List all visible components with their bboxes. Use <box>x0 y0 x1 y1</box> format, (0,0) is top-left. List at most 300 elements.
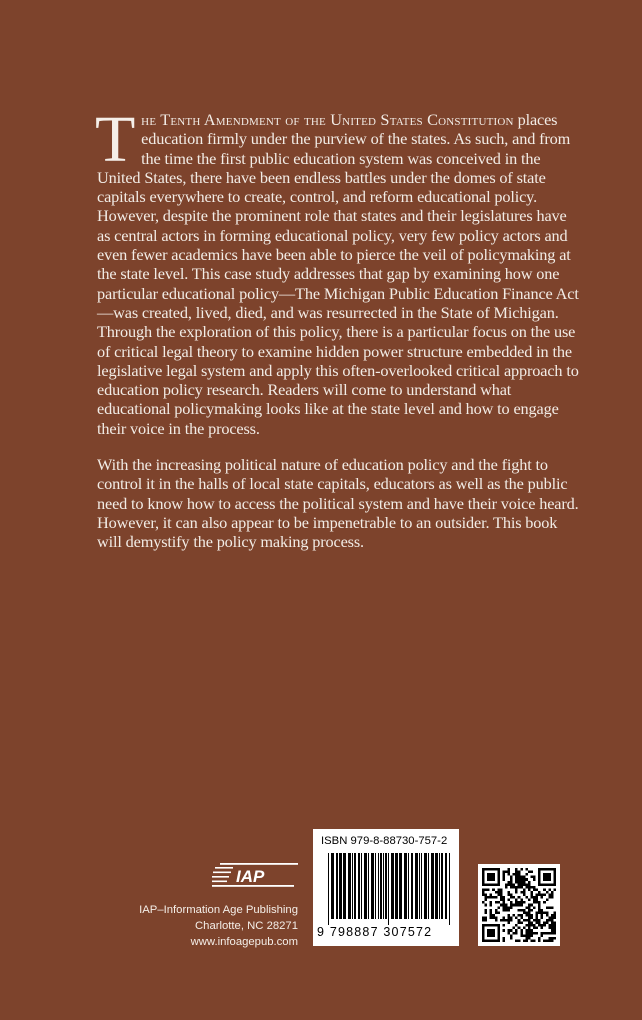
qr-module <box>536 894 539 897</box>
barcode-icon <box>328 853 450 925</box>
barcode-bar <box>449 853 450 925</box>
qr-module <box>482 873 485 876</box>
qr-module <box>548 906 551 909</box>
qr-module <box>525 919 528 922</box>
qr-module <box>515 904 518 907</box>
barcode-bar <box>404 853 407 919</box>
qr-module <box>530 934 533 937</box>
qr-module <box>538 937 541 940</box>
qr-module <box>497 934 500 937</box>
qr-module <box>485 868 488 871</box>
qr-code-icon <box>482 868 556 942</box>
qr-module <box>490 901 493 904</box>
qr-module <box>525 934 528 937</box>
qr-module <box>538 881 541 884</box>
qr-module <box>528 911 531 914</box>
qr-module <box>523 883 526 886</box>
qr-module <box>525 939 528 942</box>
qr-module <box>551 883 554 886</box>
qr-module <box>551 927 554 930</box>
barcode-digits: 9 798887 307572 <box>317 925 433 939</box>
qr-module <box>548 896 551 899</box>
qr-module <box>502 929 505 932</box>
qr-module <box>492 929 495 932</box>
qr-module <box>553 924 556 927</box>
qr-module <box>510 881 513 884</box>
qr-module <box>502 871 505 874</box>
qr-module <box>508 894 511 897</box>
qr-module <box>525 924 528 927</box>
qr-module <box>530 894 533 897</box>
barcode-bar <box>395 853 398 919</box>
qr-module <box>482 934 485 937</box>
qr-module <box>538 876 541 879</box>
qr-module <box>538 922 541 925</box>
qr-module <box>523 891 526 894</box>
qr-module <box>502 937 505 940</box>
qr-module <box>543 894 546 897</box>
qr-module <box>518 883 521 886</box>
qr-module <box>538 883 541 886</box>
qr-module <box>502 909 505 912</box>
qr-module <box>541 911 544 914</box>
barcode-bar <box>415 853 418 919</box>
qr-module <box>482 868 485 871</box>
qr-module <box>500 904 503 907</box>
qr-module <box>500 919 503 922</box>
qr-module <box>528 881 531 884</box>
qr-module <box>525 873 528 876</box>
qr-module <box>523 934 526 937</box>
qr-module <box>508 868 511 871</box>
qr-module <box>525 868 528 871</box>
qr-module <box>487 929 490 932</box>
qr-module <box>482 927 485 930</box>
qr-module <box>492 924 495 927</box>
qr-module <box>546 939 549 942</box>
qr-module <box>551 894 554 897</box>
qr-module <box>492 939 495 942</box>
qr-module <box>515 881 518 884</box>
qr-module <box>510 876 513 879</box>
qr-module <box>492 873 495 876</box>
qr-module <box>508 909 511 912</box>
qr-module <box>515 876 518 879</box>
qr-module <box>495 896 498 899</box>
qr-module <box>538 939 541 942</box>
qr-module <box>546 914 549 917</box>
qr-module <box>518 939 521 942</box>
qr-module <box>553 868 556 871</box>
qr-module <box>553 922 556 925</box>
qr-module <box>528 929 531 932</box>
qr-module <box>502 896 505 899</box>
barcode-bar <box>354 853 356 919</box>
qr-module <box>500 888 503 891</box>
qr-module <box>546 906 549 909</box>
qr-module <box>482 916 485 919</box>
qr-module <box>551 891 554 894</box>
qr-module <box>510 886 513 889</box>
qr-module <box>553 871 556 874</box>
qr-module <box>497 876 500 879</box>
qr-module <box>536 896 539 899</box>
publisher-address: Charlotte, NC 28271 <box>195 920 298 932</box>
qr-module <box>482 932 485 935</box>
qr-module <box>487 883 490 886</box>
qr-module <box>510 937 513 940</box>
qr-module <box>543 883 546 886</box>
qr-module <box>490 911 493 914</box>
qr-module <box>525 937 528 940</box>
qr-module <box>508 929 511 932</box>
barcode-bar <box>431 853 434 919</box>
qr-module <box>525 914 528 917</box>
qr-module <box>520 934 523 937</box>
qr-module <box>482 881 485 884</box>
qr-module <box>530 922 533 925</box>
qr-module <box>541 894 544 897</box>
qr-module <box>508 871 511 874</box>
qr-module <box>492 932 495 935</box>
qr-module <box>538 868 541 871</box>
qr-module <box>508 932 511 935</box>
qr-module <box>500 896 503 899</box>
qr-module <box>523 901 526 904</box>
qr-module <box>530 896 533 899</box>
barcode-bar <box>428 853 429 919</box>
qr-module <box>508 906 511 909</box>
qr-module <box>502 876 505 879</box>
qr-module <box>518 922 521 925</box>
qr-module <box>538 891 541 894</box>
qr-module <box>525 911 528 914</box>
qr-module <box>515 891 518 894</box>
qr-module <box>490 932 493 935</box>
qr-module <box>497 871 500 874</box>
qr-module <box>528 888 531 891</box>
qr-module <box>502 916 505 919</box>
qr-module <box>492 888 495 891</box>
qr-module <box>530 916 533 919</box>
qr-module <box>520 929 523 932</box>
qr-module <box>536 932 539 935</box>
qr-module <box>546 873 549 876</box>
qr-module <box>518 904 521 907</box>
qr-module <box>513 896 516 899</box>
qr-module <box>497 883 500 886</box>
qr-module <box>518 909 521 912</box>
qr-module <box>505 871 508 874</box>
qr-module <box>497 868 500 871</box>
barcode-bar <box>380 853 382 919</box>
qr-module <box>533 906 536 909</box>
qr-module <box>536 899 539 902</box>
qr-module <box>492 878 495 881</box>
qr-module <box>551 937 554 940</box>
qr-module <box>482 878 485 881</box>
qr-module <box>520 868 523 871</box>
qr-module <box>538 919 541 922</box>
qr-module <box>502 901 505 904</box>
barcode-bar <box>343 853 346 919</box>
qr-module <box>515 873 518 876</box>
qr-module <box>530 904 533 907</box>
barcode-bar <box>435 853 438 919</box>
publisher-info <box>120 902 298 950</box>
barcode-bar <box>371 853 374 919</box>
qr-module <box>520 922 523 925</box>
qr-module <box>497 932 500 935</box>
qr-module <box>490 934 493 937</box>
qr-module <box>536 901 539 904</box>
qr-module <box>518 871 521 874</box>
qr-module <box>515 886 518 889</box>
barcode-bar <box>441 853 443 919</box>
qr-module <box>530 929 533 932</box>
qr-module <box>490 909 493 912</box>
qr-module <box>502 924 505 927</box>
qr-module <box>553 927 556 930</box>
qr-module <box>505 904 508 907</box>
barcode-bar <box>439 853 440 919</box>
qr-module <box>482 888 485 891</box>
qr-module <box>543 901 546 904</box>
qr-module <box>553 929 556 932</box>
qr-module <box>515 929 518 932</box>
qr-module <box>551 939 554 942</box>
qr-module <box>553 914 556 917</box>
qr-module <box>543 932 546 935</box>
qr-module <box>553 878 556 881</box>
qr-module <box>541 914 544 917</box>
qr-module <box>520 886 523 889</box>
qr-module <box>530 886 533 889</box>
qr-module <box>536 922 539 925</box>
qr-module <box>510 878 513 881</box>
qr-module <box>513 904 516 907</box>
isbn-label: ISBN 979-8-88730-757-2 <box>321 835 448 847</box>
qr-module <box>533 896 536 899</box>
qr-module <box>525 906 528 909</box>
qr-module <box>482 939 485 942</box>
qr-module <box>543 924 546 927</box>
barcode-bar <box>391 853 394 919</box>
qr-module <box>497 881 500 884</box>
qr-module <box>546 911 549 914</box>
qr-module <box>536 927 539 930</box>
qr-module <box>553 888 556 891</box>
qr-module <box>508 919 511 922</box>
qr-module <box>551 868 554 871</box>
qr-module <box>538 894 541 897</box>
qr-module <box>518 886 521 889</box>
qr-module <box>541 883 544 886</box>
qr-module <box>482 894 485 897</box>
qr-module <box>533 888 536 891</box>
qr-module <box>546 883 549 886</box>
qr-module <box>495 911 498 914</box>
qr-module <box>546 876 549 879</box>
qr-module <box>520 914 523 917</box>
qr-module <box>548 894 551 897</box>
qr-module <box>528 932 531 935</box>
qr-module <box>523 888 526 891</box>
qr-module <box>533 876 536 879</box>
qr-module <box>518 901 521 904</box>
qr-module <box>538 873 541 876</box>
qr-module <box>553 883 556 886</box>
qr-module <box>482 883 485 886</box>
qr-module <box>520 932 523 935</box>
qr-module <box>492 914 495 917</box>
qr-module <box>508 883 511 886</box>
qr-module <box>528 934 531 937</box>
qr-module <box>548 927 551 930</box>
qr-module <box>530 871 533 874</box>
qr-module <box>490 878 493 881</box>
qr-module <box>482 901 485 904</box>
qr-module <box>487 868 490 871</box>
qr-module <box>495 868 498 871</box>
qr-module <box>551 906 554 909</box>
qr-module <box>490 914 493 917</box>
barcode-bar <box>361 853 362 919</box>
qr-module <box>487 934 490 937</box>
qr-module <box>515 939 518 942</box>
qr-module <box>492 896 495 899</box>
drop-cap: T <box>95 103 136 176</box>
qr-module <box>482 919 485 922</box>
qr-module <box>487 888 490 891</box>
qr-module <box>497 929 500 932</box>
qr-module <box>513 886 516 889</box>
qr-module <box>525 878 528 881</box>
qr-module <box>495 939 498 942</box>
qr-module <box>515 901 518 904</box>
qr-module <box>515 888 518 891</box>
qr-module <box>543 911 546 914</box>
qr-module <box>518 873 521 876</box>
qr-module <box>518 927 521 930</box>
qr-module <box>520 916 523 919</box>
qr-module <box>490 924 493 927</box>
qr-module <box>530 932 533 935</box>
qr-module <box>551 924 554 927</box>
barcode-bar <box>339 853 342 919</box>
qr-module <box>546 868 549 871</box>
qr-module <box>482 876 485 879</box>
qr-module <box>487 932 490 935</box>
barcode-bar <box>419 853 420 919</box>
qr-module <box>520 891 523 894</box>
barcode-bar <box>408 853 409 919</box>
qr-module <box>548 888 551 891</box>
qr-module <box>538 906 541 909</box>
qr-code-box <box>478 864 560 946</box>
qr-module <box>523 911 526 914</box>
qr-module <box>525 929 528 932</box>
qr-module <box>497 878 500 881</box>
qr-module <box>485 894 488 897</box>
qr-module <box>551 919 554 922</box>
qr-module <box>508 881 511 884</box>
qr-module <box>490 894 493 897</box>
qr-module <box>541 934 544 937</box>
qr-module <box>546 919 549 922</box>
qr-module <box>502 919 505 922</box>
qr-module <box>538 909 541 912</box>
qr-module <box>510 919 513 922</box>
qr-module <box>490 896 493 899</box>
qr-module <box>515 871 518 874</box>
qr-module <box>528 927 531 930</box>
qr-module <box>551 932 554 935</box>
qr-module <box>492 876 495 879</box>
qr-module <box>492 883 495 886</box>
qr-module <box>546 932 549 935</box>
qr-module <box>502 899 505 902</box>
qr-module <box>551 896 554 899</box>
qr-module <box>482 924 485 927</box>
qr-module <box>500 899 503 902</box>
qr-module <box>528 922 531 925</box>
qr-module <box>536 911 539 914</box>
description-paragraph-1 <box>95 103 581 438</box>
qr-module <box>508 922 511 925</box>
qr-module <box>513 914 516 917</box>
qr-module <box>492 934 495 937</box>
qr-module <box>482 871 485 874</box>
qr-module <box>553 873 556 876</box>
qr-module <box>530 924 533 927</box>
qr-module <box>553 932 556 935</box>
qr-module <box>485 899 488 902</box>
qr-module <box>513 932 516 935</box>
qr-module <box>536 888 539 891</box>
qr-module <box>510 934 513 937</box>
qr-module <box>518 881 521 884</box>
qr-module <box>520 883 523 886</box>
qr-module <box>485 939 488 942</box>
qr-module <box>485 909 488 912</box>
qr-module <box>518 896 521 899</box>
qr-module <box>510 916 513 919</box>
qr-module <box>495 901 498 904</box>
description-paragraph-2: With the increasing political nature of education policy and the fight to control it in the halls of local state capitals, educators as well as the public need to know how to access the political system and have their voice heard. However, it can also appear to be impenetrable to an outsider. This book will demystify the policy making process. <box>97 455 579 552</box>
qr-module <box>485 919 488 922</box>
qr-module <box>490 873 493 876</box>
qr-module <box>546 922 549 925</box>
qr-module <box>518 914 521 917</box>
qr-module <box>508 899 511 902</box>
qr-module <box>533 919 536 922</box>
qr-module <box>515 924 518 927</box>
qr-module <box>541 909 544 912</box>
qr-module <box>497 927 500 930</box>
qr-module <box>510 904 513 907</box>
qr-module <box>505 883 508 886</box>
qr-module <box>528 916 531 919</box>
qr-module <box>543 878 546 881</box>
qr-module <box>485 883 488 886</box>
qr-module <box>553 937 556 940</box>
qr-module <box>548 924 551 927</box>
qr-module <box>520 901 523 904</box>
qr-module <box>543 888 546 891</box>
lead-in-small-caps: he Tenth Amendment of the United States Constitution <box>141 110 514 129</box>
qr-module <box>548 883 551 886</box>
